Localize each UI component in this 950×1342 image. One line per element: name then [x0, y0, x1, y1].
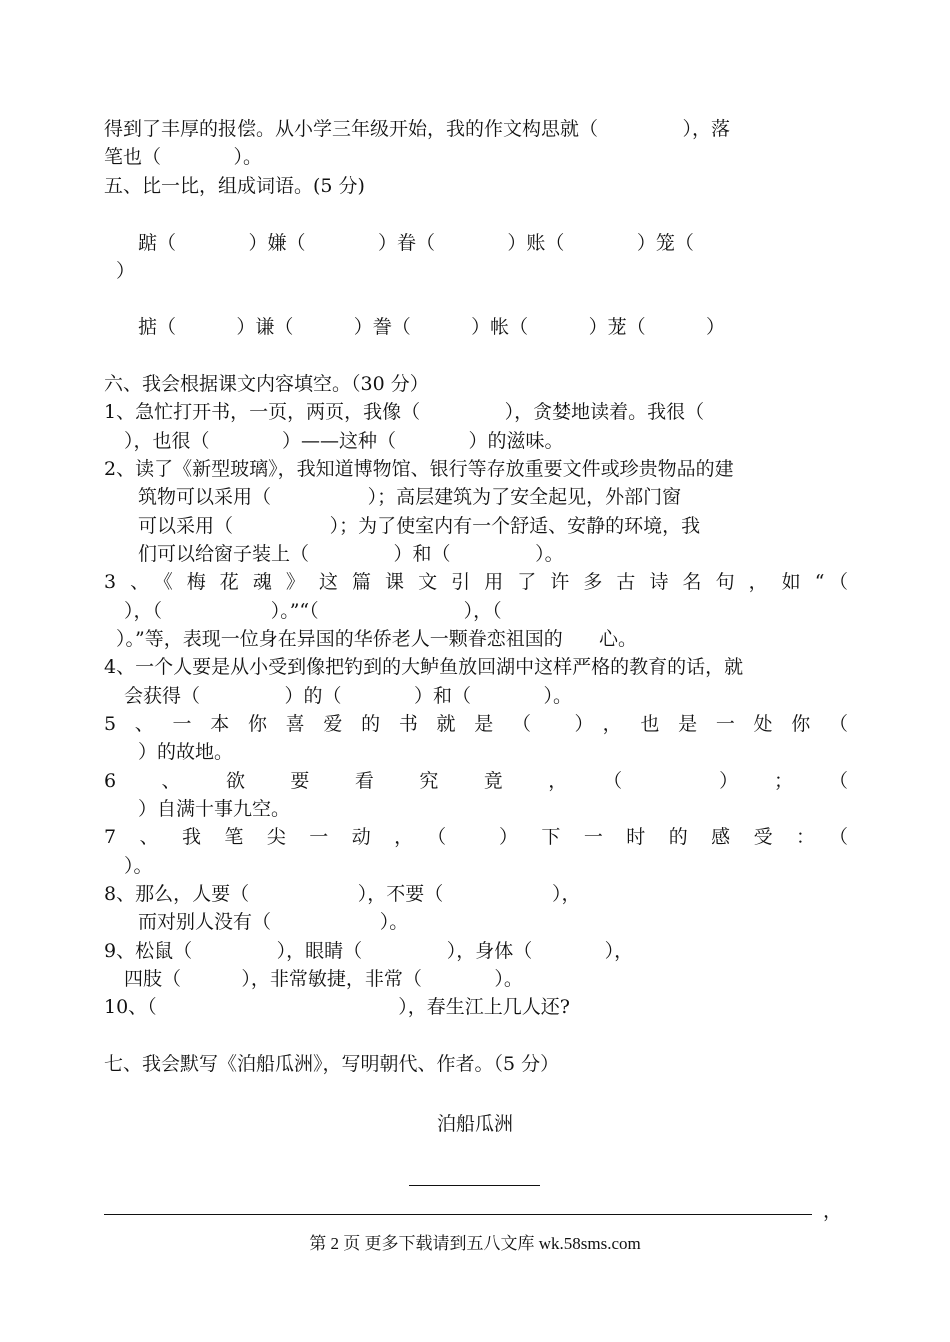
q5-line-b: ）的故地。: [138, 741, 234, 763]
q9-line-b: 四肢（ ），非常敏捷，非常（ ）。: [124, 968, 523, 990]
q1-line-a: 1、急忙打开书，一页，两页，我像（ ），贪婪地读着。我很（: [104, 401, 705, 423]
q10-line: 10、（ ），春生江上几人还?: [104, 996, 570, 1018]
section5-row1-end: ）: [116, 260, 136, 282]
q2-line-c: 可以采用（ ）；为了使室内有一个舒适、安静的环境，我: [138, 515, 701, 537]
poem-blank-line: [104, 1214, 812, 1215]
q4-line-b: 会获得（ ）的（ ）和（ ）。: [124, 685, 573, 707]
q3-line-a: 3、《梅花魂》这篇课文引用了许多古诗名句，如“（: [104, 571, 848, 593]
intro-line-1: 得到了丰厚的报偿。从小学三年级开始，我的作文构思就（ ），落: [104, 118, 731, 140]
q3-line-c: ）。”等，表现一位身在异国的华侨老人一颗眷恋祖国的 心。: [116, 628, 637, 650]
q4-line-a: 4、一个人要是从小受到像把钓到的大鲈鱼放回湖中这样严格的教育的话，就: [104, 656, 744, 678]
q2-line-a: 2、读了《新型玻璃》，我知道博物馆、银行等存放重要文件或珍贵物品的建: [104, 458, 734, 480]
section7-heading: 七、我会默写《泊船瓜洲》，写明朝代、作者。（5 分）: [104, 1053, 560, 1075]
q6-line-a: 6、欲要看究竟，（ ）；（: [104, 770, 848, 792]
poem-title: 泊船瓜洲: [436, 1113, 513, 1135]
q1-line-b: ），也很（ ）——这种（ ）的滋味。: [124, 430, 564, 452]
q7-line-a: 7、我笔尖一动，（ ）下一时的感受：（: [104, 826, 848, 848]
poem-line-end: ，: [823, 1200, 843, 1222]
q2-line-d: 们可以给窗子装上（ ）和（ ）。: [138, 543, 564, 565]
section5-row1: 踮（ ）嫌（ ）眷（ ）账（ ）笼（: [138, 232, 694, 254]
section6-heading: 六、我会根据课文内容填空。（30 分）: [104, 373, 429, 395]
q9-line-a: 9、松鼠（ ），眼睛（ ），身体（ ），: [104, 940, 634, 962]
q6-line-b: ）自满十事九空。: [138, 798, 291, 820]
q5-line-a: 5、一本你喜爱的书就是（ ），也是一处你（: [104, 713, 848, 735]
intro-line-2: 笔也（ ）。: [104, 146, 262, 168]
author-blank-line: [409, 1185, 540, 1186]
section5-row2: 掂（ ）谦（ ）誊（ ）帐（ ）茏（ ）: [138, 316, 725, 338]
section5-heading: 五、比一比，组成词语。(5 分): [104, 175, 365, 197]
q8-line-a: 8、那么，人要（ ），不要（ ），: [104, 883, 581, 905]
q2-line-b: 筑物可以采用（ ）；高层建筑为了安全起见，外部门窗: [138, 486, 682, 508]
q3-line-b: ），（ ）。”“（ ），（: [124, 600, 502, 622]
page-footer: 第 2 页 更多下载请到五八文库 wk.58sms.com: [309, 1234, 641, 1253]
q8-line-b: 而对别人没有（ ）。: [138, 911, 409, 933]
q7-line-b: ）。: [124, 855, 153, 877]
